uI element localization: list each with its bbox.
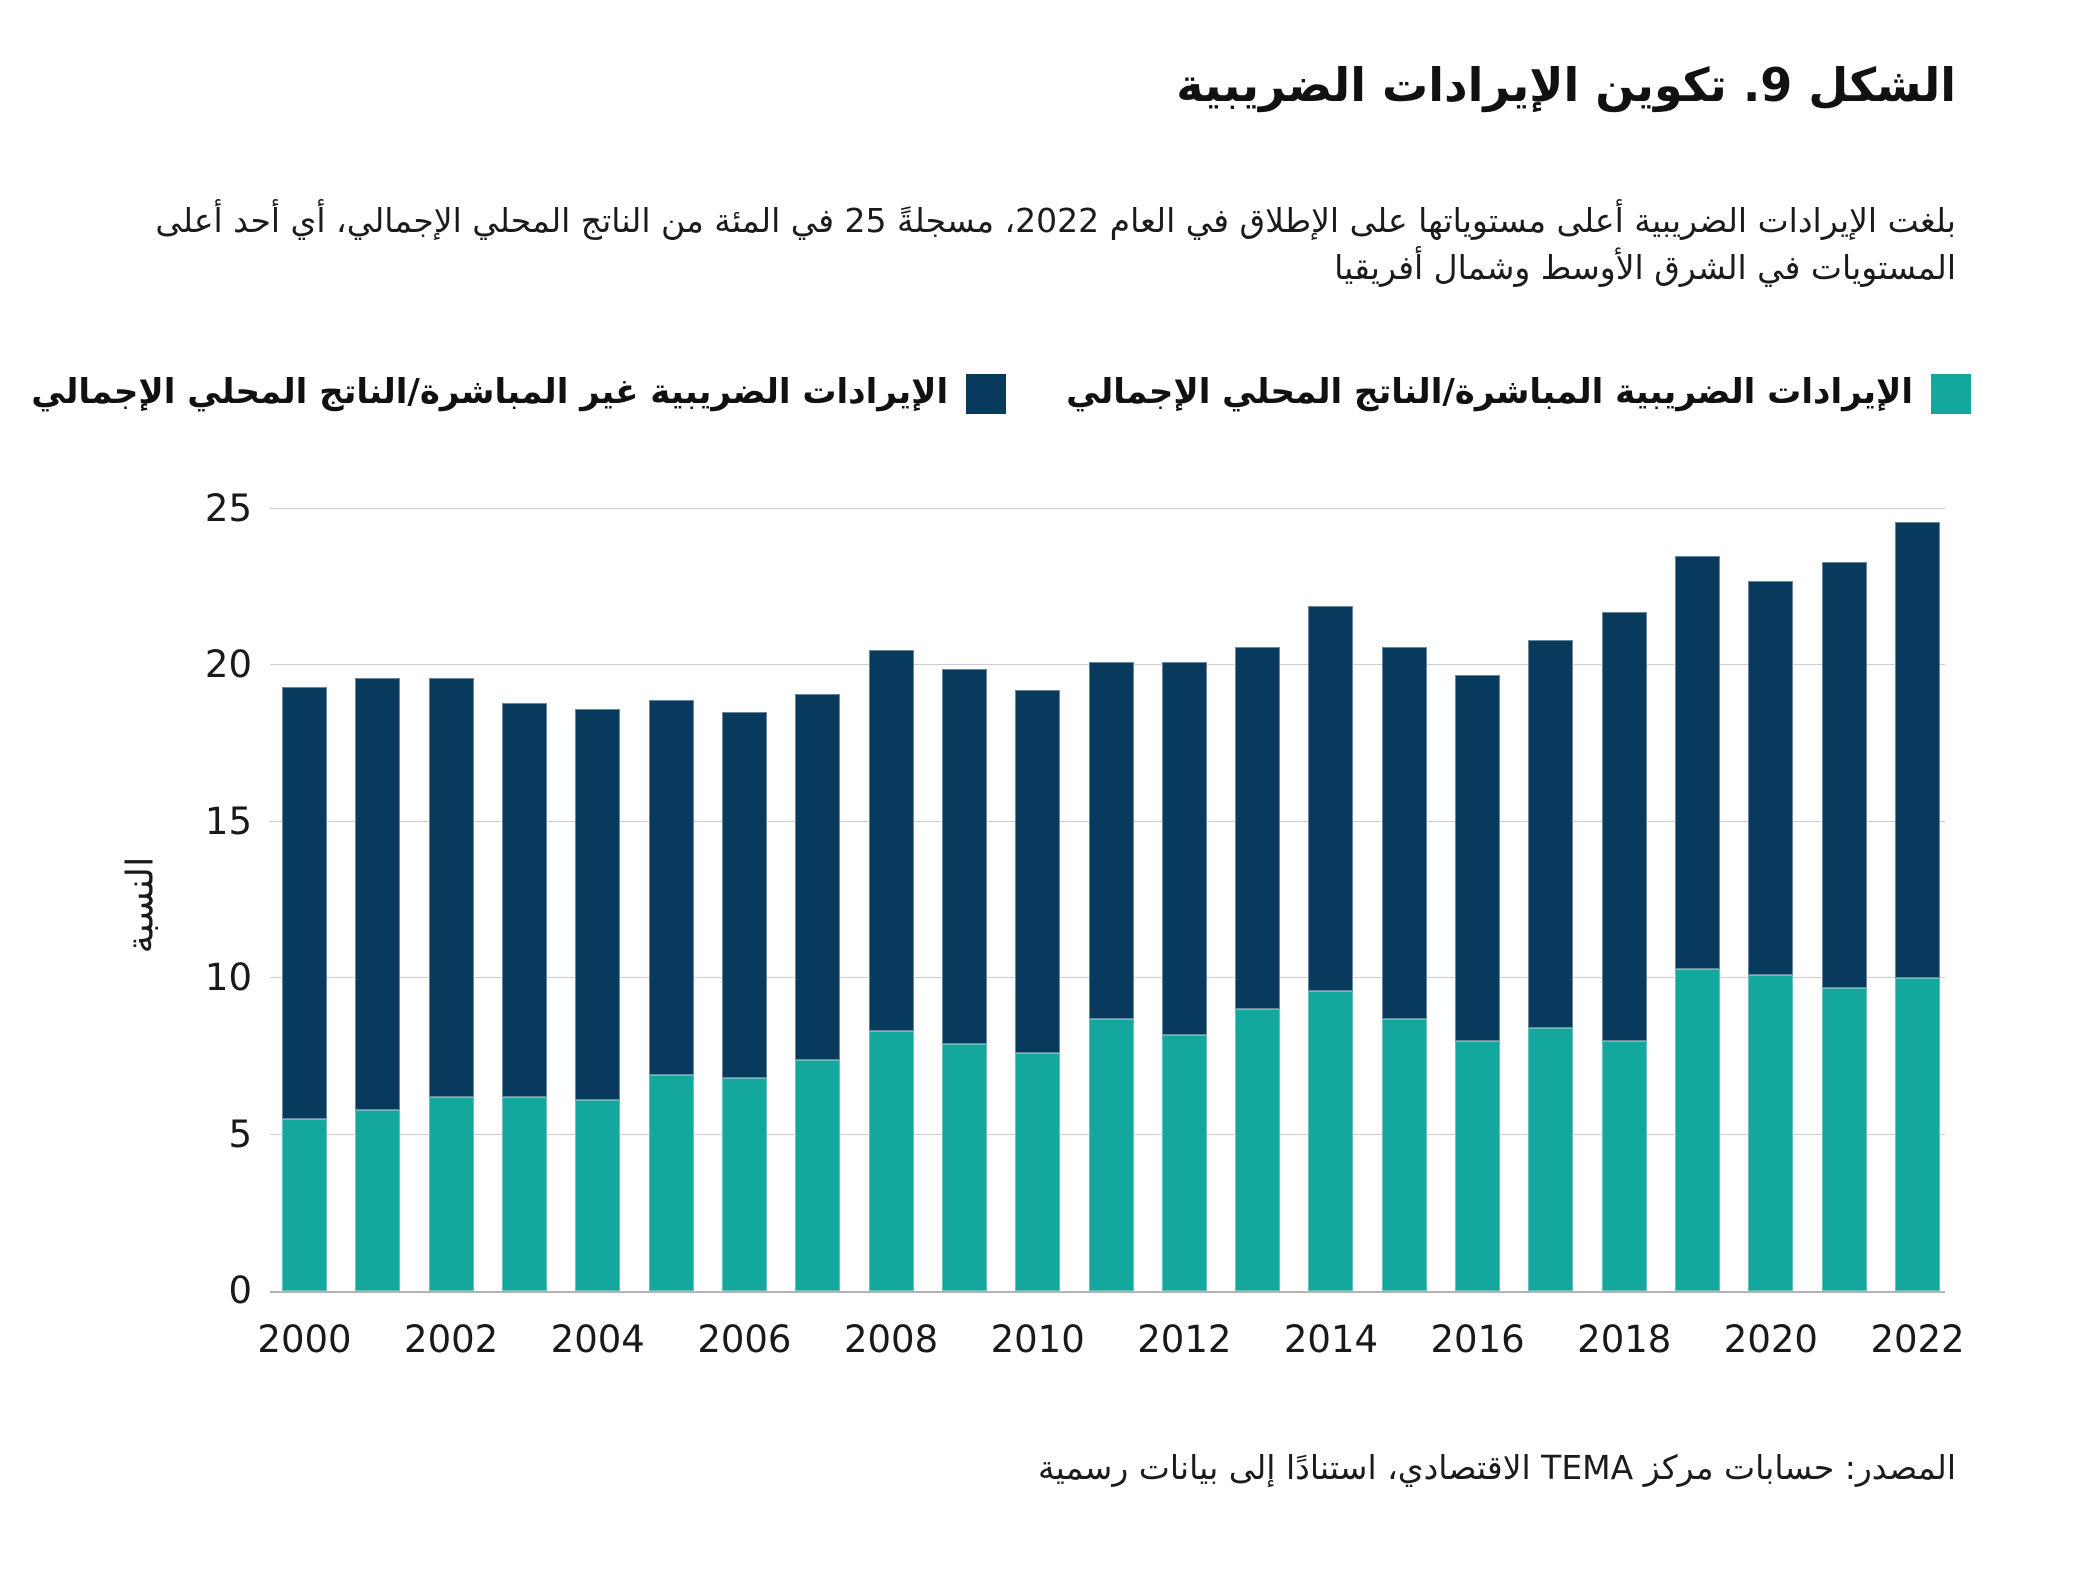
source-note: المصدر: حسابات مركز TEMA الاقتصادي، استنادًا إلى بيانات رسمية	[1037, 1448, 1956, 1487]
x-tick-2016: 2016	[1430, 1318, 1525, 1361]
bar-2000-indirect	[282, 687, 327, 1119]
bar-2003-indirect	[502, 703, 547, 1097]
bar-2021-direct	[1822, 988, 1867, 1291]
figure-subtitle: بلغت الإيرادات الضريبية أعلى مستوياتها على الإطلاق في العام 2022، مسجلةً 25 في المئة من الناتج المحلي الإجمالي، أي أحد أعلى المستويات في الشرق الأوسط وشمال أفريقيا	[155, 201, 1956, 287]
bar-2016-indirect	[1455, 675, 1500, 1041]
x-tick-2020: 2020	[1723, 1318, 1818, 1361]
x-tick-2008: 2008	[843, 1318, 939, 1361]
bar-2010-direct	[1015, 1053, 1060, 1291]
y-tick-5: 5	[228, 1112, 252, 1156]
bar-chart-plot-area	[270, 509, 1945, 1293]
bar-2008-indirect	[869, 650, 914, 1032]
bar-2021-indirect	[1822, 562, 1867, 987]
bar-2018-indirect	[1602, 612, 1647, 1041]
bar-2007-indirect	[795, 694, 840, 1060]
bar-2001-direct	[355, 1110, 400, 1291]
bar-2000-direct	[282, 1119, 327, 1291]
x-tick-2018: 2018	[1577, 1318, 1672, 1361]
bar-2004-direct	[575, 1100, 620, 1291]
x-tick-2014: 2014	[1283, 1318, 1379, 1361]
x-tick-2004: 2004	[550, 1318, 645, 1361]
bar-2018-direct	[1602, 1041, 1647, 1291]
bar-2002-direct	[429, 1097, 474, 1291]
legend-entry-indirect	[31, 372, 1006, 414]
bar-2009-indirect	[942, 669, 987, 1044]
x-tick-2002: 2002	[404, 1318, 499, 1361]
bar-2001-indirect	[355, 678, 400, 1110]
bar-2010-indirect	[1015, 690, 1060, 1053]
x-tick-2012: 2012	[1137, 1318, 1232, 1361]
bar-2020-indirect	[1748, 581, 1793, 975]
bar-2005-indirect	[649, 700, 694, 1075]
bar-2020-direct	[1748, 975, 1793, 1291]
y-axis-title: النسبة	[118, 856, 162, 954]
bar-2002-indirect	[429, 678, 474, 1097]
bar-2019-direct	[1675, 969, 1720, 1291]
bar-2006-direct	[722, 1078, 767, 1291]
x-tick-2006: 2006	[697, 1318, 792, 1361]
y-tick-20: 20	[204, 643, 252, 687]
bar-2022-direct	[1895, 978, 1940, 1291]
bar-2006-indirect	[722, 712, 767, 1078]
y-tick-15: 15	[204, 799, 252, 843]
legend-label-indirect: الإيرادات الضريبية غير المباشرة/الناتج المحلي الإجمالي	[31, 372, 949, 412]
bar-2007-direct	[795, 1060, 840, 1291]
figure-title: الشكل 9. تكوين الإيرادات الضريبية	[1176, 58, 1956, 112]
x-tick-2000: 2000	[257, 1318, 352, 1361]
gridline-25	[270, 508, 1945, 509]
y-tick-10: 10	[204, 956, 252, 1000]
bar-2019-indirect	[1675, 556, 1720, 969]
bar-2015-direct	[1382, 1019, 1427, 1291]
bar-2022-indirect	[1895, 522, 1940, 979]
bar-2005-direct	[649, 1075, 694, 1291]
y-tick-25: 25	[204, 487, 252, 530]
bar-2004-indirect	[575, 709, 620, 1100]
bar-2014-indirect	[1308, 606, 1353, 991]
legend-label-direct: الإيرادات الضريبية المباشرة/الناتج المحلي الإجمالي	[1066, 372, 1913, 412]
x-tick-2022: 2022	[1870, 1318, 1965, 1361]
bar-2016-direct	[1455, 1041, 1500, 1291]
bar-2017-direct	[1528, 1028, 1573, 1291]
x-tick-2010: 2010	[990, 1318, 1085, 1361]
bar-2008-direct	[869, 1031, 914, 1291]
legend-swatch-direct-icon	[1931, 374, 1971, 414]
bar-2014-direct	[1308, 991, 1353, 1291]
legend-swatch-indirect-icon	[966, 374, 1006, 414]
legend-entry-direct	[1066, 372, 1971, 414]
bar-2009-direct	[942, 1044, 987, 1291]
bar-2011-indirect	[1089, 662, 1134, 1019]
y-tick-0: 0	[228, 1269, 252, 1312]
bar-2015-indirect	[1382, 647, 1427, 1019]
bar-2003-direct	[502, 1097, 547, 1291]
bar-2013-direct	[1235, 1009, 1280, 1291]
bar-2012-direct	[1162, 1035, 1207, 1291]
bar-2012-indirect	[1162, 662, 1207, 1034]
chart-legend	[31, 372, 1971, 414]
bar-2013-indirect	[1235, 647, 1280, 1010]
bar-2011-direct	[1089, 1019, 1134, 1291]
bar-2017-indirect	[1528, 640, 1573, 1028]
